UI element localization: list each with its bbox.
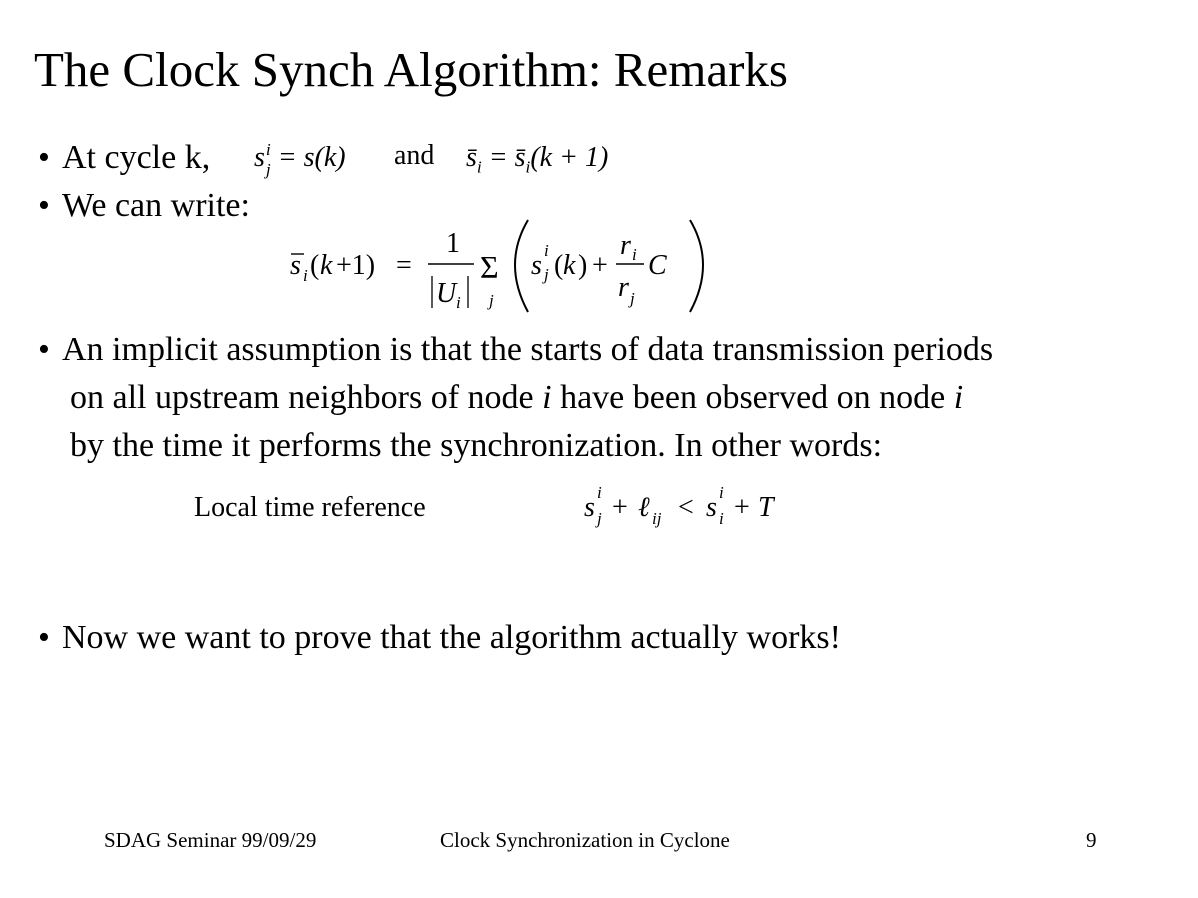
leq-s2-sup-i: i bbox=[719, 486, 724, 502]
eq-r-den: r bbox=[618, 272, 629, 303]
bullet-4 bbox=[38, 616, 841, 660]
bullet-marker: • bbox=[38, 331, 50, 368]
local-equation-graphic bbox=[582, 486, 792, 532]
equation-s-j-i: s i j = s(k) bbox=[254, 140, 346, 179]
local-time-reference-label: Local time reference bbox=[194, 492, 426, 523]
eq-paren-open: ( bbox=[310, 250, 320, 281]
eq-C: C bbox=[648, 250, 667, 281]
eq-numerator-one: 1 bbox=[446, 228, 460, 259]
eq-plus-one: +1) bbox=[336, 250, 376, 281]
bullet-marker: • bbox=[38, 619, 50, 656]
footer-page-number: 9 bbox=[1086, 828, 1097, 852]
eq-s2: s bbox=[531, 250, 542, 281]
bullet-3-line-1: An implicit assumption is that the starts of data transmission periods bbox=[62, 331, 994, 368]
leq-s-sub-j: j bbox=[597, 509, 602, 528]
leq-plus-2: + bbox=[734, 492, 750, 523]
bullet-1-and: and bbox=[394, 140, 435, 171]
eq-U: U bbox=[436, 278, 457, 309]
eq-equals: = bbox=[396, 250, 412, 281]
eq-sum-sub-j: j bbox=[489, 291, 494, 310]
bullet-marker: • bbox=[38, 187, 50, 224]
equation-local-time-constraint bbox=[582, 486, 792, 532]
bullet-3-line-3: by the time it performs the synchronization. In other words: bbox=[70, 427, 883, 464]
bullet-2-text: We can write: bbox=[62, 187, 250, 224]
leq-s-sup-i: i bbox=[597, 486, 602, 502]
footer-left: SDAG Seminar 99/09/29 bbox=[104, 828, 317, 852]
eq-s2-sub-j: j bbox=[544, 265, 549, 284]
bullet-3 bbox=[38, 328, 993, 372]
bullet-3-line-2: on all upstream neighbors of node i have been observed on node i bbox=[70, 379, 964, 416]
equation-s-bar-i: $s̄_i$ = $s̄_i(k + 1)$ bbox=[466, 142, 609, 177]
eq-U-sub-i: i bbox=[456, 293, 461, 312]
eq-big-paren-left bbox=[515, 220, 528, 312]
eq-r-num: r bbox=[620, 230, 631, 261]
bullet-marker: • bbox=[38, 139, 50, 176]
footer-center: Clock Synchronization in Cyclone bbox=[440, 828, 730, 852]
leq-s2-sub-i: i bbox=[719, 509, 724, 528]
eq-k2: k bbox=[563, 250, 576, 281]
eq-paren2-open: ( bbox=[554, 250, 564, 281]
eq-r-den-sub-j: j bbox=[630, 289, 635, 308]
leq-s2: s bbox=[706, 492, 717, 523]
eq-s2-sup-i: i bbox=[544, 241, 549, 260]
bullet-1-text: At cycle k, bbox=[62, 139, 211, 176]
bullet-4-text: Now we want to prove that the algorithm actually works! bbox=[62, 619, 841, 656]
display-equation-update-rule bbox=[288, 214, 708, 318]
eq-big-paren-right bbox=[690, 220, 703, 312]
bullet-2 bbox=[38, 184, 250, 228]
leq-T: T bbox=[758, 492, 774, 523]
leq-ell-sub-ij: ij bbox=[652, 509, 662, 528]
bullet-1 bbox=[38, 136, 210, 180]
eq-paren2-close: ) bbox=[578, 250, 588, 281]
eq-r-num-sub-i: i bbox=[632, 245, 637, 264]
leq-plus: + bbox=[612, 492, 628, 523]
leq-s: s bbox=[584, 492, 595, 523]
eq-k: k bbox=[320, 250, 333, 281]
leq-lt: < bbox=[678, 492, 694, 523]
leq-ell: ℓ bbox=[638, 492, 650, 523]
eq-plus: + bbox=[592, 250, 608, 281]
equation-graphic bbox=[288, 214, 708, 318]
slide-title: The Clock Synch Algorithm: Remarks bbox=[34, 42, 788, 97]
eq-sum: Σ bbox=[480, 249, 499, 285]
eq-sub-i: i bbox=[303, 266, 308, 285]
eq-s: s bbox=[290, 250, 301, 281]
